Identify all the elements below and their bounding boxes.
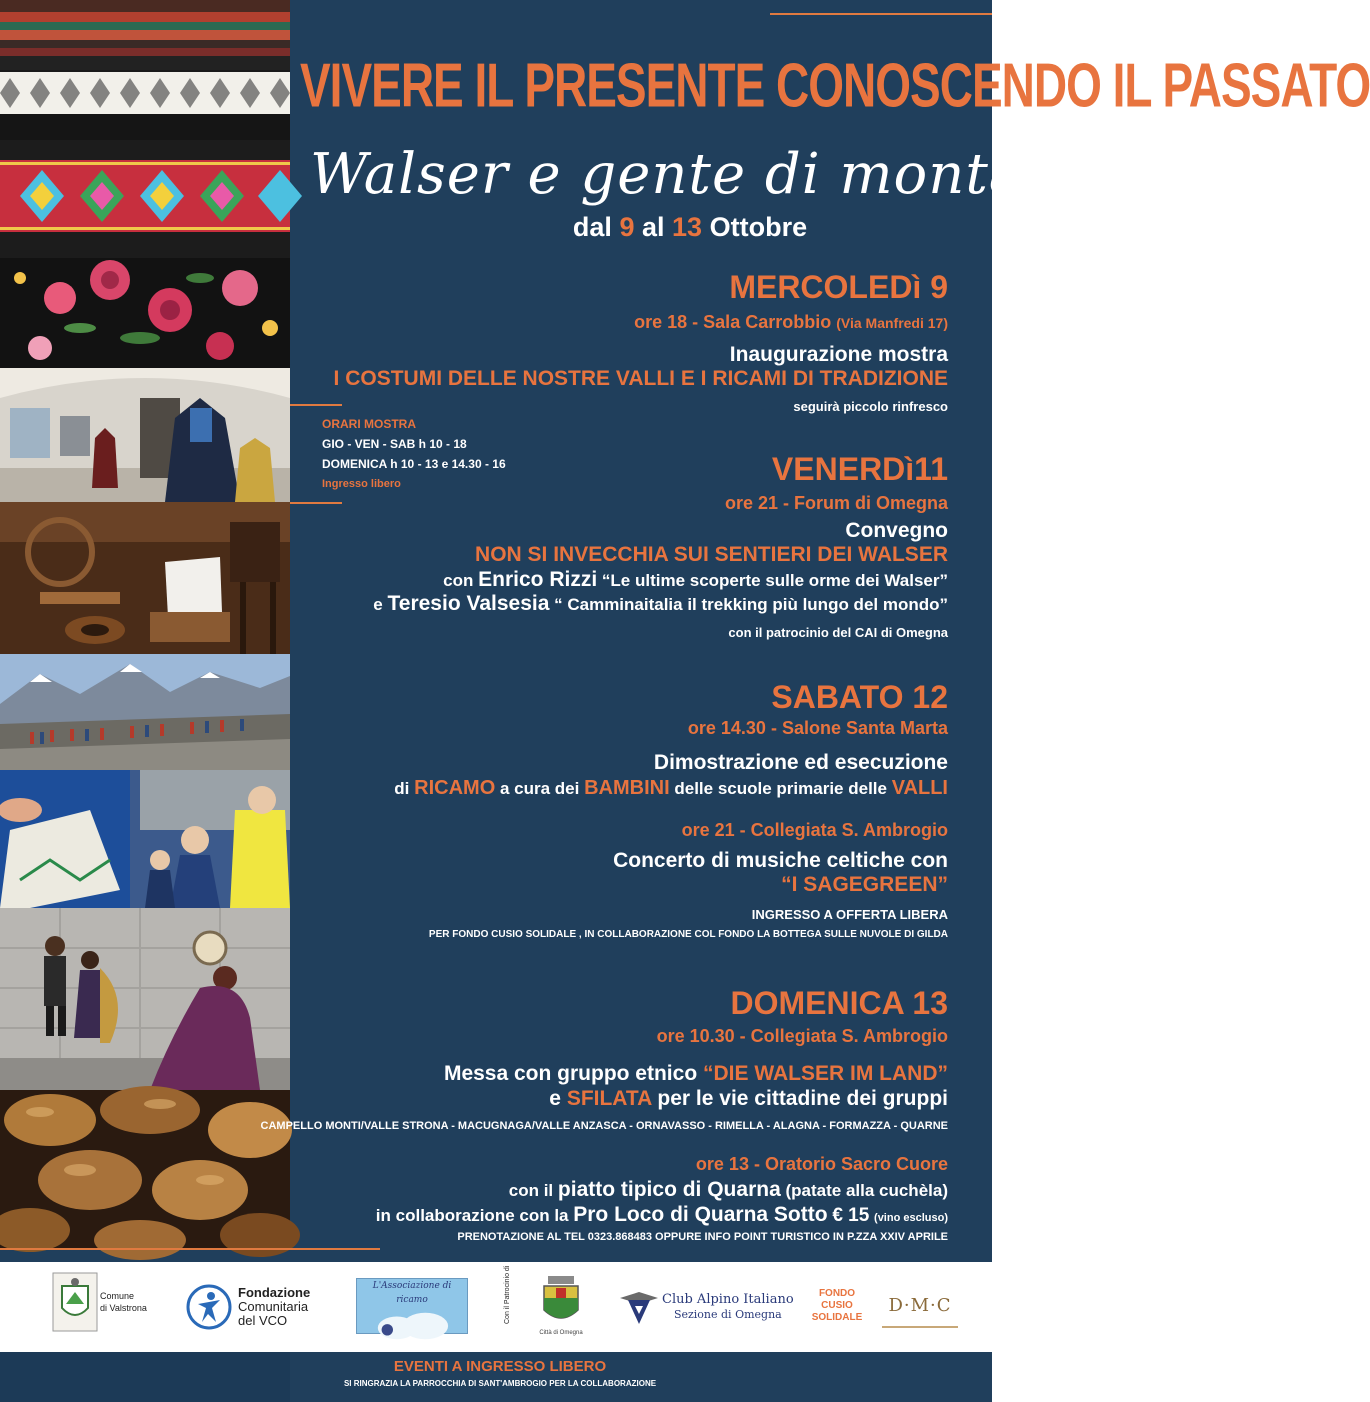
wed-event-title: I COSTUMI DELLE NOSTRE VALLI E I RICAMI DI TRADIZIONE [333,367,948,390]
fondo-cusio-label [806,1288,868,1324]
sun-lunch [509,1178,948,1203]
roasted-potatoes-photo [0,1090,290,1250]
fri-event: Convegno [845,519,948,542]
valstrona-label-2: di Valstrona [100,1303,147,1313]
mountain-hikers-photo [0,654,290,770]
event-dates [520,210,860,244]
sat-detail-ricamo: RICAMO [414,777,496,799]
wed-address: (Via Manfredi 17) [836,315,948,331]
hours-weekdays: GIO - VEN - SAB h 10 - 18 [322,437,467,451]
dates-middle: al [641,212,665,242]
fri-time-place: ore 21 - Forum di Omegna [724,493,948,513]
hours-accent-line-bottom [290,502,342,504]
sponsors-strip [0,1262,992,1352]
cai-label [662,1292,794,1322]
sun-lunch-dish: piatto tipico di Quarna [557,1178,781,1201]
sat-detail-e: delle scuole primarie delle [674,779,887,798]
sat-event-2-title: “I SAGEGREEN” [781,873,948,896]
wed-time-place-text: ore 18 - Sala Carrobbio [634,312,832,332]
valstrona-label-1: Comune [100,1291,135,1301]
sun-line2-c: per le vie cittadine dei gruppi [657,1087,948,1110]
day-wednesday: MERCOLEDì 9 [729,269,948,305]
sun-event-1-a: Messa con gruppo etnico [443,1062,698,1085]
photo-column [0,0,290,1250]
sat-entry-note: PER FONDO CUSIO SOLIDALE , IN COLLABORAZIONE COL FONDO LA BOTTEGA SULLE NUVOLE DI GILDA [428,929,948,940]
fri-patronage: con il patrocinio del CAI di Omegna [728,625,948,640]
dates-prefix: dal [572,212,612,242]
wed-event: Inaugurazione mostra [729,343,948,366]
footer-left-block [0,1352,290,1402]
sun-lunch-a: con il [508,1181,554,1200]
hours-accent-line-top [290,404,342,406]
dates-month: Ottobre [709,212,808,242]
hours-sunday: DOMENICA h 10 - 13 e 14.30 - 16 [322,457,506,471]
sat-detail-valli: VALLI [891,777,948,799]
cai-logo-icon [618,1290,660,1326]
fondo-label-1: FONDO [818,1288,856,1299]
fondo-label-3: SOLIDALE [811,1312,863,1323]
day-friday: VENERDì11 [771,451,948,487]
footer-title: EVENTI A INGRESSO LIBERO [393,1358,607,1375]
sun-line2-a: e [549,1087,561,1110]
top-accent-line [770,13,992,15]
fondo-label-2: CUSIO [821,1300,853,1311]
sun-booking: PRENOTAZIONE AL TEL 0323.868483 OPPURE INFO POINT TURISTICO IN P.ZZA XXIV APRILE [457,1231,948,1243]
fondazione-logo-icon [186,1284,232,1330]
sat-entry: INGRESSO A OFFERTA LIBERA [751,907,948,922]
valstrona-label [100,1290,147,1314]
musicians-dancer-photo [0,908,290,1090]
sat-time-place-1: ore 14.30 - Salone Santa Marta [687,718,948,738]
fondazione-label-2: Comunitaria [238,1299,309,1314]
dmc-logo: D·M·C [882,1288,958,1328]
museum-costumes-photo [0,368,290,502]
sun-time-place-1: ore 10.30 - Collegiata S. Ambrogio [656,1026,948,1046]
hours-free-entry: Ingresso libero [322,478,401,490]
sat-event-2: Concerto di musiche celtiche con [613,849,948,872]
fri-speaker-2-name: Teresio Valsesia [387,592,550,615]
wed-time-place [634,310,948,335]
hours-title: ORARI MOSTRA [322,417,416,431]
valstrona-crest-icon [52,1272,98,1332]
sun-event-1-line2 [549,1086,948,1112]
fondazione-label [238,1286,310,1328]
associazione-cloud-icon [357,1307,467,1345]
poster-title: VIVERE IL PRESENTE CONOSCENDO IL PASSATO [300,49,1370,121]
fri-speaker-1-name: Enrico Rizzi [478,568,598,591]
sat-detail-c: a cura dei [499,779,580,798]
sat-time-place-2: ore 21 - Collegiata S. Ambrogio [681,820,948,840]
bottom-accent-line [0,1248,380,1250]
day-saturday: SABATO 12 [771,679,948,715]
sun-price: € 15 [832,1205,870,1226]
sun-lunch-c: (patate alla cuchèla) [785,1181,948,1200]
poster-subtitle: Walser e gente di montagna [310,142,1132,207]
fri-speaker-1-talk: “Le ultime scoperte sulle orme dei Walser” [601,571,948,590]
fondazione-label-1: Fondazione [238,1285,311,1300]
textile-stripes-photo [0,0,290,140]
fri-speaker-2 [373,592,948,617]
embroidery-band-photo [0,140,290,258]
date-end: 13 [672,212,703,242]
children-embroidering-photo [0,770,290,908]
omegna-label: Città di Omegna [539,1330,583,1336]
associazione-label: L'Associazione di ricamo [372,1281,452,1305]
sun-event-1-group: “DIE WALSER IM LAND” [703,1062,948,1085]
sun-line2-sfilata: SFILATA [566,1087,652,1110]
floral-shawl-photo [0,258,290,368]
cai-label-2: Sezione di Omegna [673,1308,782,1321]
fri-speaker-1 [443,568,948,593]
sun-collab-a: in collaborazione con la [375,1206,569,1225]
sat-detail-a: di [394,779,410,798]
sun-price-note: (vino escluso) [874,1212,948,1224]
fri-speaker-2-prefix: e [373,595,383,614]
fri-speaker-1-prefix: con [443,571,474,590]
fri-event-title: NON SI INVECCHIA SUI SENTIERI DEI WALSER [475,543,948,566]
footer-thanks: SI RINGRAZIA LA PARROCCHIA DI SANT'AMBROGIO PER LA COLLABORAZIONE [343,1379,657,1388]
exhibition-hours [322,414,506,494]
patrocinio-label [504,1265,520,1336]
fondazione-label-3: del VCO [238,1313,288,1328]
sun-event-1 [444,1061,948,1087]
day-sunday: DOMENICA 13 [730,985,948,1021]
cai-label-1: Club Alpino Italiano [662,1292,794,1307]
sat-event-1-details [394,775,948,802]
sat-event-1: Dimostrazione ed esecuzione [653,751,948,774]
sun-groups: CAMPELLO MONTI/VALLE STRONA - MACUGNAGA/VALLE ANZASCA - ORNAVASSO - RIMELLA - ALAGNA - FORMAZZA - QUARNE [260,1120,948,1132]
patrocinio-label-text: Con il Patrocinio di [504,1265,511,1324]
omegna-crest-icon [540,1274,582,1328]
sun-collab-proloco: Pro Loco di Quarna Sotto [573,1203,828,1226]
associazione-logo [356,1278,468,1334]
date-start: 9 [619,212,635,242]
footer [0,1352,992,1402]
sun-collab [376,1203,948,1230]
wed-note: seguirà piccolo rinfresco [793,399,948,414]
sun-time-place-2: ore 13 - Oratorio Sacro Cuore [695,1154,948,1174]
wooden-furniture-photo [0,502,290,654]
fri-speaker-2-talk: “ Camminaitalia il trekking più lungo del mondo” [554,595,948,614]
sat-detail-bambini: BAMBINI [584,777,670,799]
